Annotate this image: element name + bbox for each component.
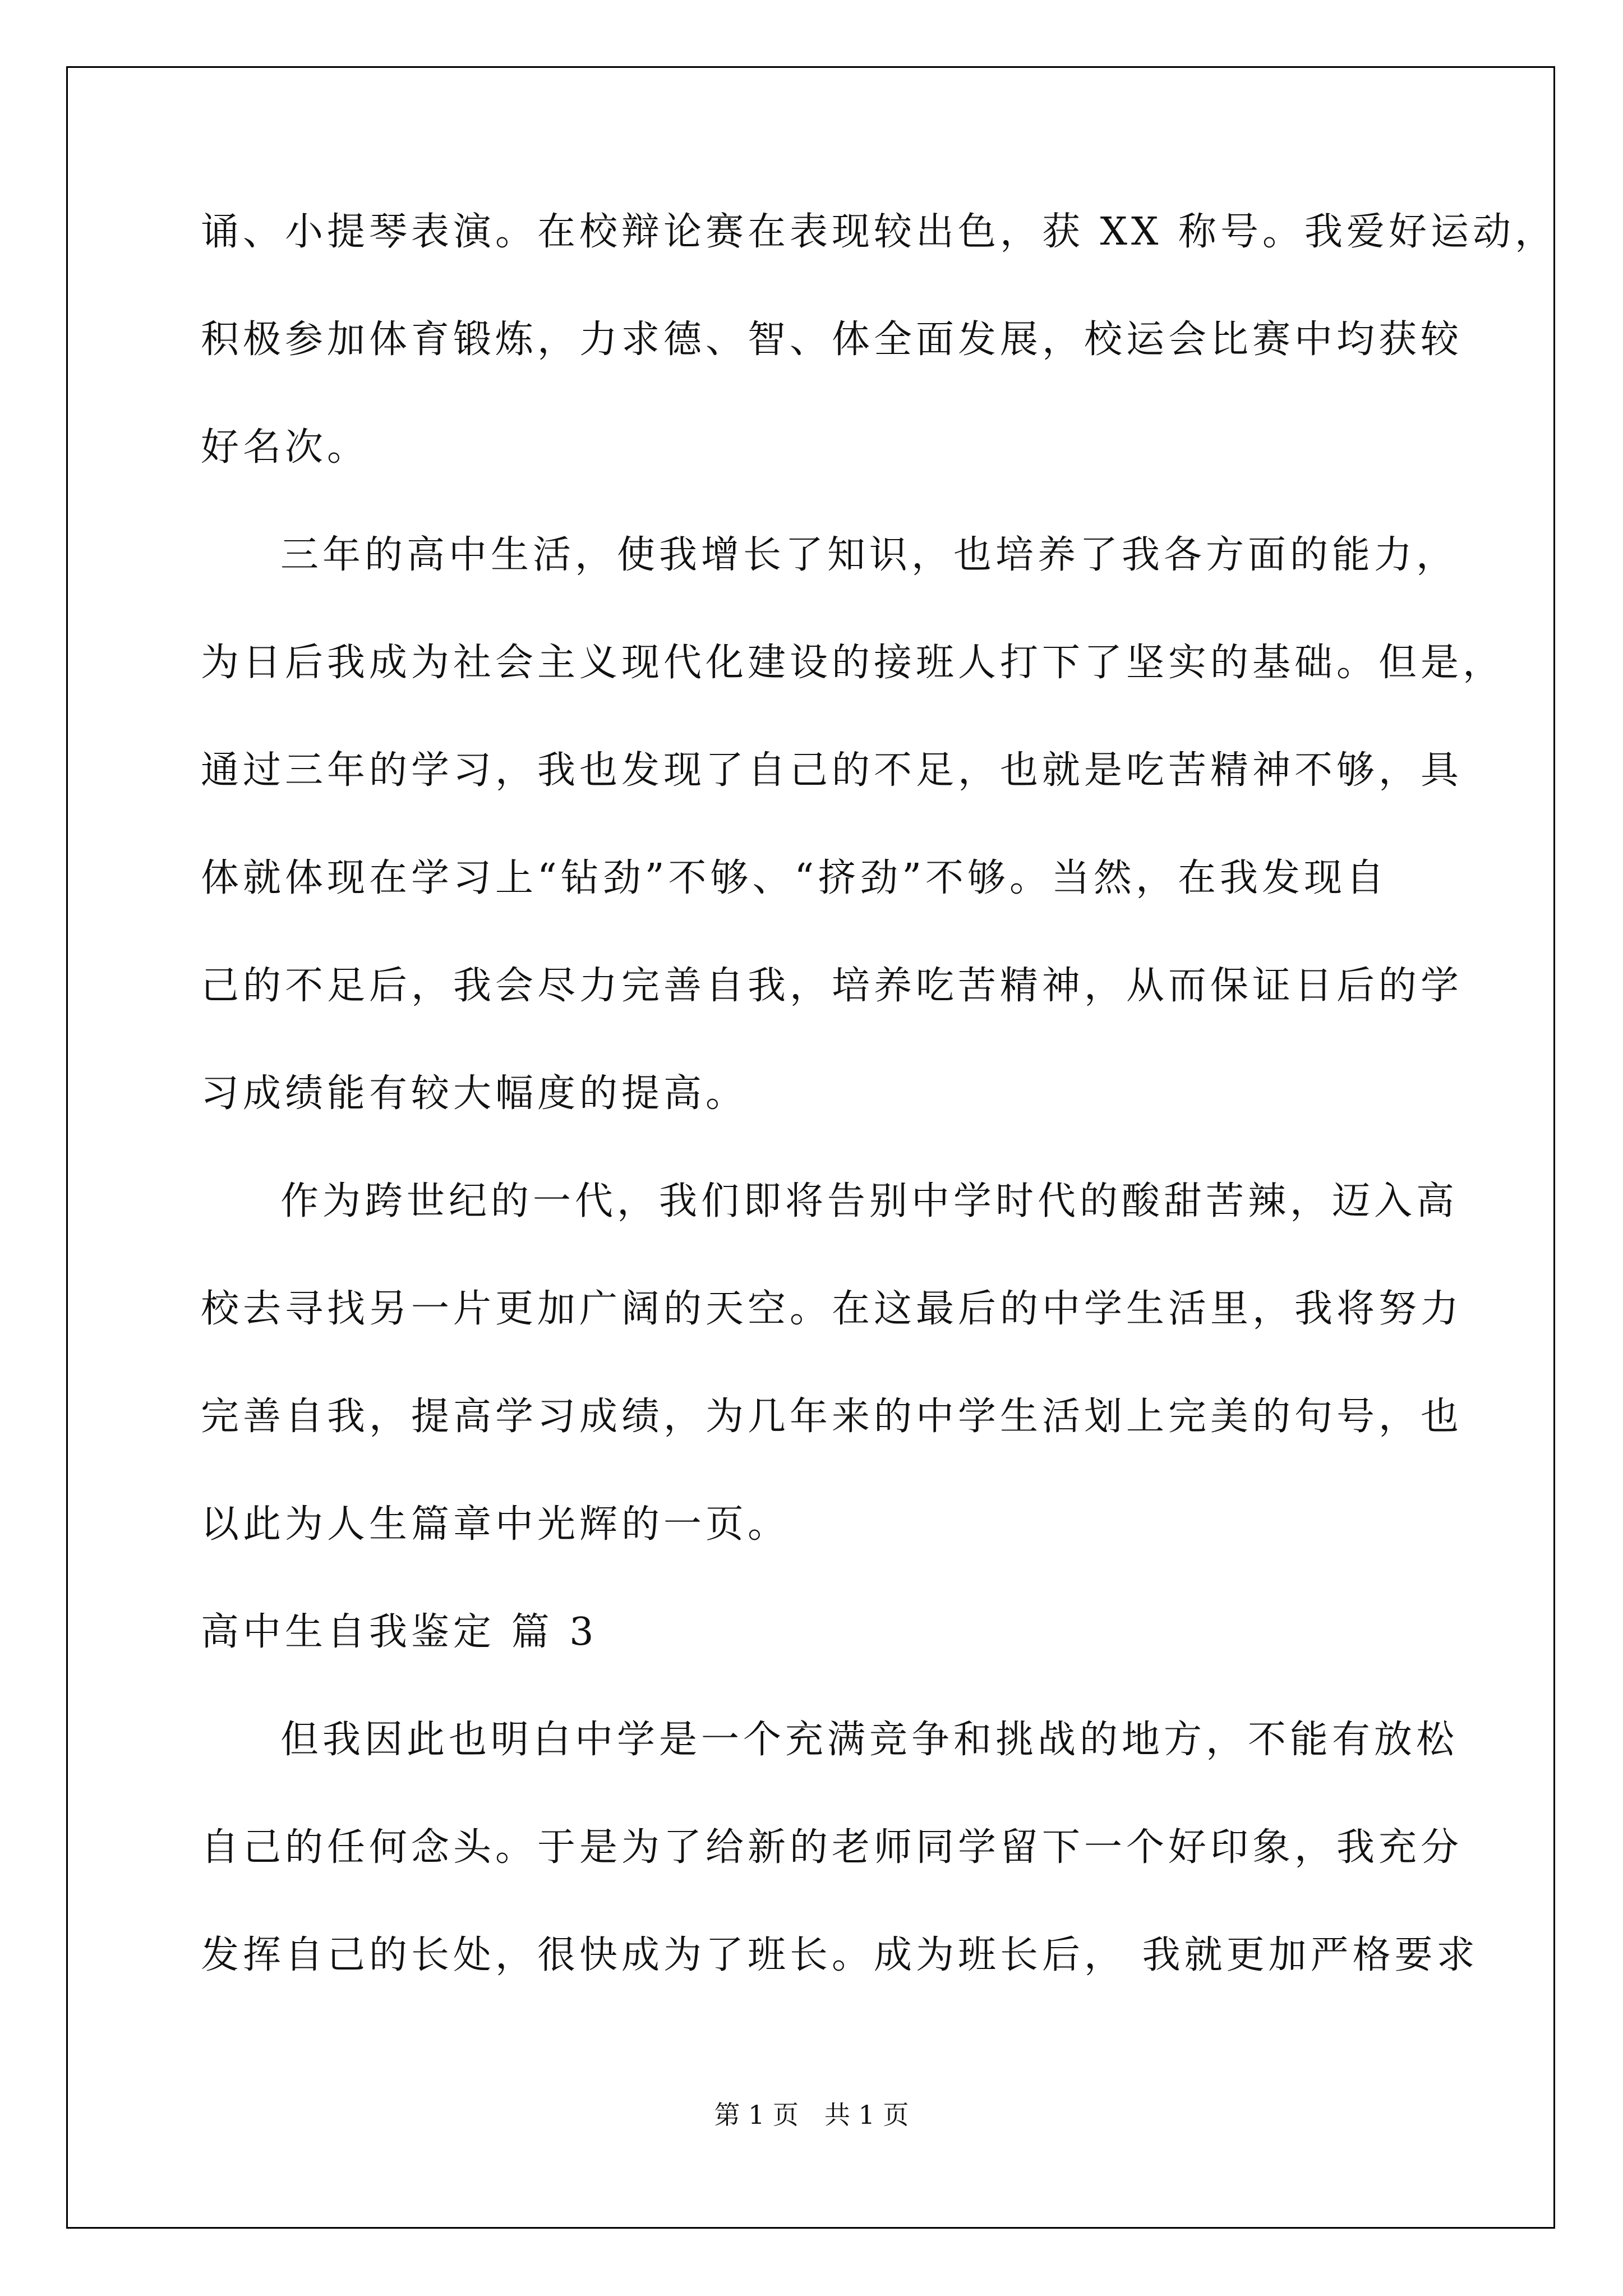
paragraph-first-line: 三年的高中生活，使我增长了知识，也培养了我各方面的能力， <box>280 533 1459 577</box>
text-line: 好名次。 <box>201 425 370 470</box>
page-number-footer: 第 1 页 共 1 页 <box>714 2100 909 2130</box>
paragraph-first-line: 作为跨世纪的一代，我们即将告别中学时代的酸甜苦辣，迈入高 <box>280 1179 1459 1223</box>
text-line: 为日后我成为社会主义现代化建设的接班人打下了坚实的基础。但是， <box>201 641 1505 685</box>
section-heading: 高中生自我鉴定 篇 3 <box>201 1610 598 1654</box>
text-line: 校去寻找另一片更加广阔的天空。在这最后的中学生活里，我将努力 <box>201 1287 1463 1331</box>
text-line: 发挥自己的长处，很快成为了班长。成为班长后， 我就更加严格要求 <box>201 1933 1479 1977</box>
text-line: 体就体现在学习上“钻劲”不够、“挤劲”不够。当然，在我发现自 <box>201 856 1389 900</box>
paragraph-first-line: 但我因此也明白中学是一个充满竞争和挑战的地方，不能有放松 <box>280 1718 1459 1762</box>
text-line: 以此为人生篇章中光辉的一页。 <box>201 1502 790 1547</box>
text-line: 诵、小提琴表演。在校辩论赛在表现较出色，获 XX 称号。我爱好运动， <box>201 210 1557 254</box>
text-line: 积极参加体育锻炼，力求德、智、体全面发展，校运会比赛中均获较 <box>201 318 1463 362</box>
page-border <box>66 66 1555 2229</box>
text-line: 通过三年的学习，我也发现了自己的不足，也就是吃苦精神不够，具 <box>201 748 1463 793</box>
text-line: 自己的任何念头。于是为了给新的老师同学留下一个好印象，我充分 <box>201 1825 1463 1870</box>
text-line: 习成绩能有较大幅度的提高。 <box>201 1071 748 1116</box>
text-line: 己的不足后，我会尽力完善自我，培养吃苦精神，从而保证日后的学 <box>201 964 1463 1008</box>
text-line: 完善自我，提高学习成绩，为几年来的中学生活划上完美的句号，也 <box>201 1395 1463 1439</box>
